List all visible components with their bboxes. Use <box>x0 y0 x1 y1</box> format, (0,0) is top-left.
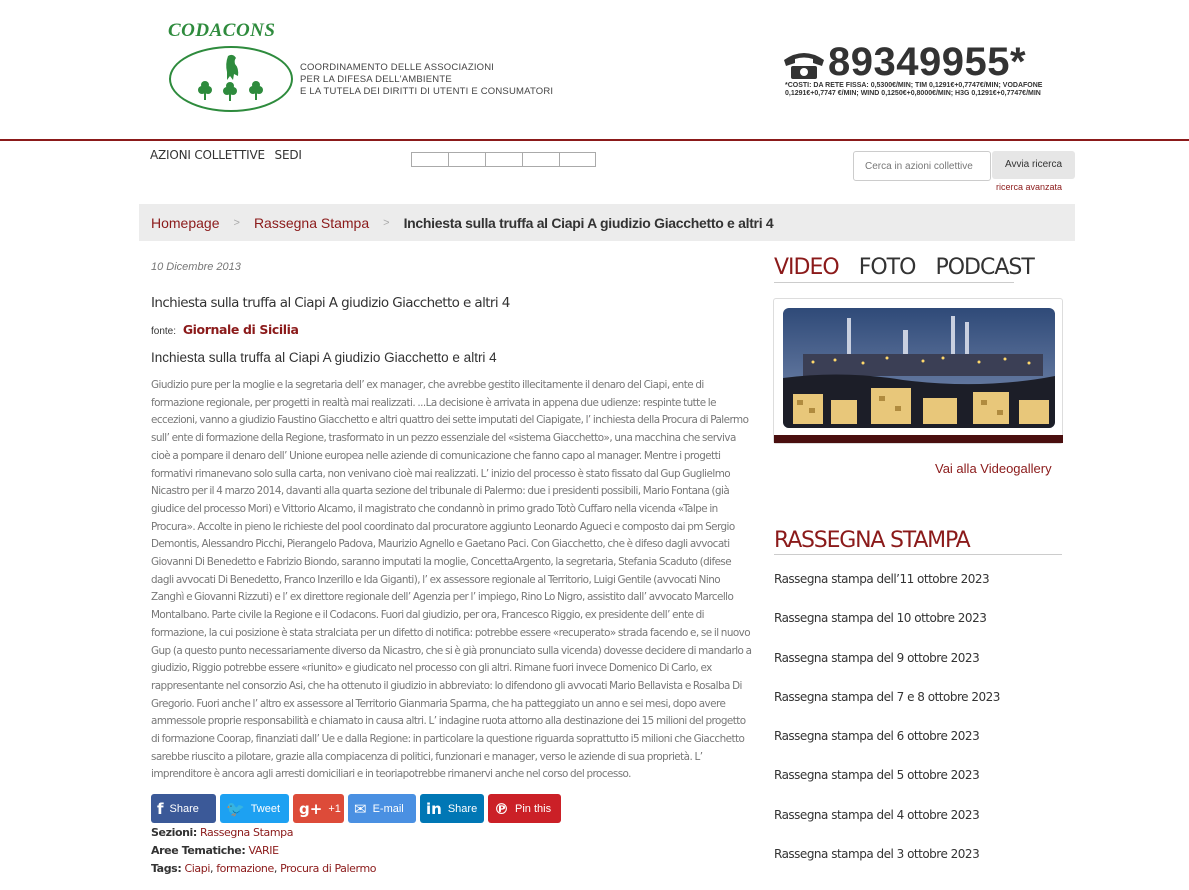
list-item[interactable]: Rassegna stampa del 6 ottobre 2023 <box>774 729 980 744</box>
site-header <box>0 0 1189 141</box>
breadcrumb-separator: > <box>383 216 390 229</box>
article-body: Giudizio pure per la moglie e la segretaria dell’ ex manager, che avrebbe gestito illecitamente il denaro del Ciapi, ente di formazione regionale, per progetti in realtà mai realizzati. ...La decisione è arrivata in appena due udienze: respinte tutte le eccezioni, vanno a giudizio Faustino Giacchetto e altri quattro dei sette imputati del Ciapigate, l’ inchiesta della Procura di Palermo sull’ ente di formazione della Regione, trasformato in un pezzo essenziale del «sistema Giacchetto», una macchina che serviva cioè a pompare il denaro dell’ Unione europea nelle aziende di comunicazione che fanno capo al manager. Mentre i progetti formativi rimanevano solo sulla carta, non venivano cioè mai realizzati. L’ inizio del processo è stato fissato dal Gup Guglielmo Nicastro per il 4 marzo 2014, davanti alla quarta sezione del tribunale di Palermo: due i presidenti possibili, Mario Fontana (già giudice del processo Mori) e Vittorio Alcamo, il magistrato che condannò in primo grado Totò Cuffaro nella vicenda «Talpe in Procura». Accolte in pieno le richieste del pool coordinato dal procuratore aggiunto Leonardo Agueci e composto dai pm Sergio Demontis, Alessandro Picchi, Pierangelo Padova, Maurizio Agnello e Gaetano Paci. Con Giacchetto, che è difeso dagli avvocati Giovanni Di Benedetto e Fabrizio Biondo, saranno imputati la moglie, ConcettaArgento, la segretaria, Stefania Scaduto (difese dagli avvocati Di Benedetto, Franco Inzerillo e Ida Giganti), l’ ex assessore regionale al Territorio, Luigi Gentile (avvocati Nino Zanghì e Giovanni Rizzuti) e l’ ex direttore regionale dell’ Agenzia per l’ impiego, Rino Lo Nigro, assistito dall’ avvocato Marcello Montalbano. Parte civile la Regione e il Codacons. Fuori dal giudizio, per ora, Francesco Riggio, ex presidente dell’ ente di formazione, la cui posizione è stata stralciata per un difetto di notifica: potrebbe essere «recuperato» strada facendo e, se il nuovo Gup (a questo punto necessariamente diverso da Nicastro, che si è già pronunciato sulla vicenda) dovesse decidere di mandarlo a giudizio, Riggio potrebbe essere «riunito» e giudicato nel processo con gli altri. Rimane fuori invece Domenico Di Carlo, ex rappresentante nel consorzio Asi, che ha ottenuto il giudizio in abbreviato: lo difendono gli avvocati Mario Bellavista e Rosalba Di Gregorio. Fuori anche l’ altro ex assessore al Territorio Gianmaria Sparma, che ha patteggiato un anno e sei mesi, dopo avere ammessole proprie responsabilità e chiamato in causa altri. L’ indagine ruota attorno alla destinazione dei 15 milioni del progetto di formazione Coorap, finanziati dall’ Ue e dalla Regione: in particolare la questione riguarda soprattutto i5 milioni che Giacchetto sarebbe riuscito a pilotare, grazie alla compiacenza di politici, funzionari e manager, verso le aziende di sua proprietà. L’ imprenditore è ancora agli arresti domiciliari e in teoriapotrebbe rimanervi anche nel corso del processo. <box>151 379 752 781</box>
list-item[interactable]: Rassegna stampa del 7 e 8 ottobre 2023 <box>774 689 1000 704</box>
logo-tagline-line: E LA TUTELA DEI DIRITTI DI UTENTI E CONSUMATORI <box>300 86 554 97</box>
search-button[interactable]: Avvia ricerca <box>992 151 1075 179</box>
share-twitter-button[interactable] <box>220 794 289 823</box>
videogallery-link[interactable]: Vai alla Videogallery <box>935 461 1052 476</box>
breadcrumb-separator: > <box>233 216 240 229</box>
nav-item-sedi[interactable]: SEDI <box>274 148 302 162</box>
social-link-image[interactable] <box>522 152 559 167</box>
social-link-image[interactable] <box>448 152 485 167</box>
tag-link[interactable]: Procura di Palermo <box>280 862 377 875</box>
facebook-icon: f <box>157 799 164 818</box>
email-icon: ✉ <box>354 799 367 818</box>
rassegna-stampa-heading: RASSEGNA STAMPA <box>774 528 1062 555</box>
phone-cost-note: *COSTI: DA RETE FISSA: 0,5300€/MIN; TIM 0,1291€+0,7747€/MIN; VODAFONE 0,1291€+0,7747 €/MIN; WIND 0,1250€+0,8000€/MIN; H3G 0,1291€+0,7747€/MIN <box>785 82 1043 97</box>
social-link-image[interactable] <box>485 152 522 167</box>
logo-tagline-line: PER LA DIFESA DELL'AMBIENTE <box>300 74 452 85</box>
tag-link[interactable]: formazione <box>216 862 274 875</box>
rassegna-stampa-list <box>774 572 1000 886</box>
tab-podcast[interactable]: PODCAST <box>935 255 1034 280</box>
video-thumbnail[interactable] <box>783 308 1055 428</box>
list-item[interactable]: Rassegna stampa del 5 ottobre 2023 <box>774 768 980 783</box>
share-twitter-label: Tweet <box>250 802 281 815</box>
meta-aree <box>151 844 279 857</box>
source-link[interactable]: Giornale di Sicilia <box>182 322 299 337</box>
share-gplus-button[interactable] <box>293 794 344 823</box>
share-linkedin-label: Share <box>447 802 478 815</box>
main-nav <box>150 148 308 162</box>
share-buttons <box>151 794 561 823</box>
list-item[interactable]: Rassegna stampa del 3 ottobre 2023 <box>774 847 980 862</box>
twitter-icon: 🐦 <box>226 799 245 818</box>
logo-tagline-line: COORDINAMENTO DELLE ASSOCIAZIONI <box>300 62 495 73</box>
share-pinterest-button[interactable] <box>488 794 561 823</box>
telephone-icon <box>782 48 826 80</box>
article-title: Inchiesta sulla truffa al Ciapi A giudizio Giacchetto e altri 4 <box>151 295 510 311</box>
share-linkedin-button[interactable] <box>420 794 484 823</box>
list-item[interactable]: Rassegna stampa del 9 ottobre 2023 <box>774 650 980 665</box>
share-facebook-button[interactable] <box>151 794 216 823</box>
logo-tagline <box>300 62 553 98</box>
breadcrumb <box>139 204 1075 241</box>
tab-foto[interactable]: FOTO <box>858 255 916 280</box>
search-input[interactable]: Cerca in azioni collettive <box>853 151 991 181</box>
meta-sezioni-link[interactable]: Rassegna Stampa <box>200 826 294 839</box>
list-item[interactable]: Rassegna stampa dell’11 ottobre 2023 <box>774 572 990 586</box>
share-email-button[interactable] <box>348 794 416 823</box>
meta-tags: Tags: Ciapi, formazione, Procura di Palermo <box>151 862 377 875</box>
clover-eagle-icon <box>171 48 291 110</box>
nav-item-azioni-collettive[interactable]: AZIONI COLLETTIVE <box>150 148 265 162</box>
list-item[interactable]: Rassegna stampa del 10 ottobre 2023 <box>774 611 987 626</box>
social-links-row <box>411 152 596 167</box>
pinterest-icon: ℗ <box>494 799 509 818</box>
meta-sezioni <box>151 826 293 839</box>
share-pinterest-label: Pin this <box>515 802 552 815</box>
share-email-label: E-mail <box>372 802 404 815</box>
social-link-image[interactable] <box>411 152 448 167</box>
source-label: fonte: <box>151 326 177 337</box>
article-source <box>151 322 299 337</box>
meta-aree-label: Aree Tematiche: <box>151 844 246 857</box>
linkedin-icon: in <box>426 799 442 818</box>
list-item[interactable]: Rassegna stampa del 4 ottobre 2023 <box>774 807 980 822</box>
industrial-night-image <box>783 308 1055 428</box>
meta-sezioni-label: Sezioni: <box>151 826 197 839</box>
phone-number: 89349955* <box>828 40 1027 84</box>
social-link-image[interactable] <box>559 152 596 167</box>
media-tabs <box>774 255 1034 283</box>
share-facebook-label: Share <box>169 802 199 815</box>
tab-video[interactable]: VIDEO <box>774 255 839 280</box>
breadcrumb-home[interactable]: Homepage <box>151 214 220 231</box>
google-plus-icon: g+ <box>299 799 323 818</box>
meta-tags-label: Tags: <box>151 862 182 875</box>
video-preview[interactable] <box>773 298 1063 444</box>
share-gplus-label: +1 <box>328 802 341 815</box>
video-progress-bar[interactable] <box>774 435 1063 443</box>
meta-aree-link[interactable]: VARIE <box>248 844 279 857</box>
article-date: 10 Dicembre 2013 <box>151 261 241 273</box>
breadcrumb-current: Inchiesta sulla truffa al Ciapi A giudizio Giacchetto e altri 4 <box>403 214 774 231</box>
logo-emblem[interactable] <box>169 46 293 112</box>
breadcrumb-section[interactable]: Rassegna Stampa <box>253 214 370 231</box>
tag-link[interactable]: Ciapi <box>184 862 210 875</box>
logo-wordmark[interactable]: CODACONS <box>168 20 276 41</box>
article-subtitle: Inchiesta sulla truffa al Ciapi A giudizio Giacchetto e altri 4 <box>151 350 497 365</box>
advanced-search-link[interactable]: ricerca avanzata <box>996 182 1063 192</box>
